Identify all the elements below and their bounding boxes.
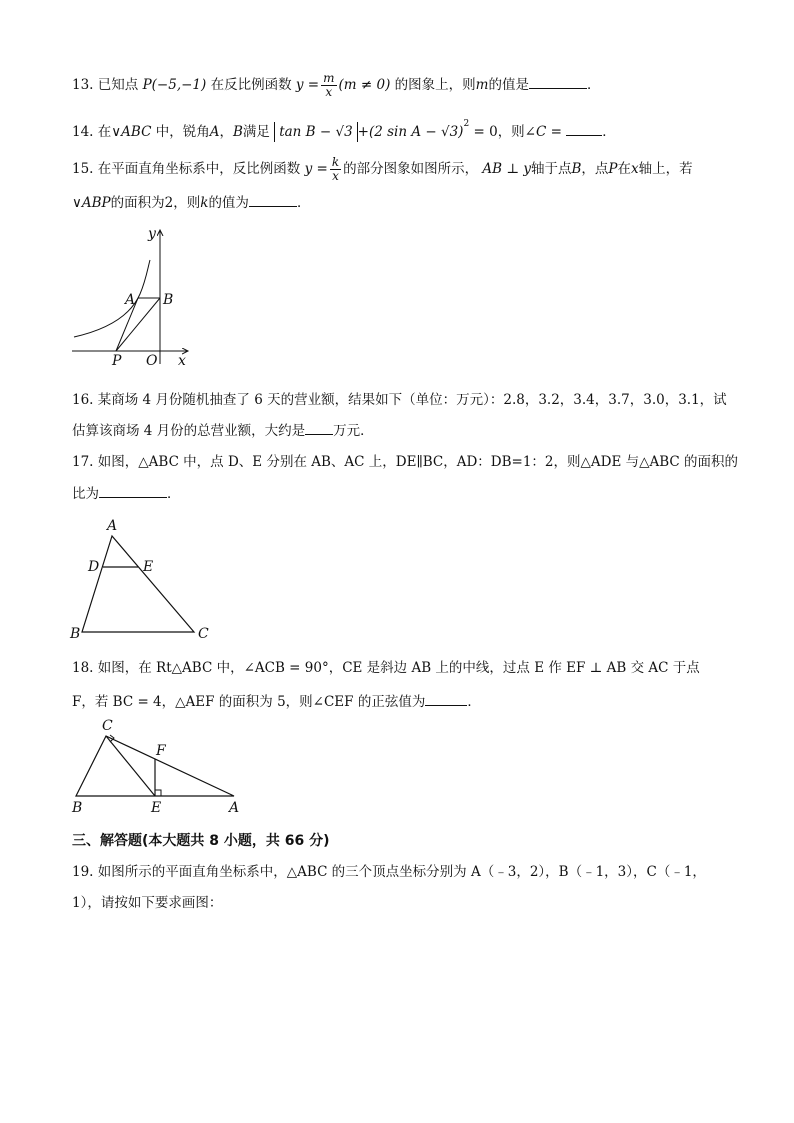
answer-blank[interactable] [99,483,167,498]
q13-fraction [321,72,336,99]
label-a: A [107,518,118,534]
question-18 [72,658,700,678]
q13-text: 在反比例函数 [210,77,292,93]
q13-text: 的图象上，则 [394,77,476,93]
label-b: B [70,626,81,642]
frac-numerator: m [323,71,335,85]
question-17-line2: 比为 ． [72,483,181,504]
q15-text: 的值为 [208,195,249,211]
q14-sep: ， [219,124,233,140]
label-f: F [156,743,166,759]
segment-ce [106,736,155,796]
q14-abs-expression: tan B − √3 [274,122,357,142]
q15-number: 15. [72,161,94,177]
q13-func: y = [295,77,320,93]
q15-text: ，则 [173,195,201,211]
q19-text: 1），请按如下要求画图： [72,895,223,911]
q14-text: 满足 [242,124,270,140]
question-19-line2 [72,893,222,913]
q15-text: 在 [617,161,631,177]
question-14: 14. 在∨ABC 中，锐角A，B满足 tan B − √3 +(2 sin A − √3)$^2$ = 0，则∠C = ． [72,119,616,140]
segment-pb [116,298,160,351]
q13-text: 的值是 [488,77,529,93]
frac-numerator: k [331,155,340,169]
q15-text: ∨ [72,195,82,211]
q18-text: F，若 BC = 4，△AEF 的面积为 5，则∠CEF 的正弦值为 [72,694,426,710]
answer-blank[interactable] [566,121,602,136]
q15-text: 的面积为 [110,195,165,211]
q14-number: 14. [72,124,94,140]
q15-triangle: ABP [81,195,111,211]
frac-denominator: x [325,85,333,99]
q15-text: 的部分图象如图所示， [343,161,479,177]
q14-exponent: 2 [463,119,470,129]
q14-eq: = 0 [473,124,498,140]
q13-condition: (m ≠ 0) [338,77,391,93]
q13-number: 13. [72,77,94,93]
triangle-abc [82,536,194,632]
q14-text: 中，锐角 [155,124,210,140]
q15-x: x [630,161,639,177]
label-d: D [88,559,100,575]
label-b: B [163,292,174,308]
q14-text: ，则∠ [497,124,536,140]
q13-text: 已知点 [97,77,139,93]
label-c: C [198,626,209,642]
q18-text: 18. 如图，在 Rt△ABC 中，∠ACB = 90°，CE 是斜边 AB 上的中线，过点 E 作 EF ⊥ AB 交 AC 于点 [72,660,700,676]
q13-point: P(−5,−1) [142,77,207,93]
label-e: E [143,559,154,575]
q14-angle-a: A [209,124,220,140]
q15-text: 在平面直角坐标系中，反比例函数 [97,161,301,177]
q15-value: 2 [164,195,174,211]
q15-point-p: P [608,161,618,177]
label-a: A [125,292,136,308]
answer-blank[interactable] [305,420,333,435]
right-angle-mark-e [155,790,161,796]
label-b: B [72,800,83,816]
label-o: O [146,353,158,369]
q15-text: 轴上，若 [638,161,693,177]
figure-18-triangle [66,716,246,816]
q15-k: k [200,195,209,211]
q15-text: 轴于点 [530,161,572,177]
question-16-line2 [72,420,374,441]
q14-angle-c: C [536,124,547,140]
q14-angle-b: B [232,124,243,140]
label-a: A [229,800,240,816]
answer-blank[interactable] [425,691,467,706]
q17-text: 17. 如图，△ABC 中，点 D、E 分别在 AB、AC 上，DE∥BC，AD：DB=1：2，则△ADE 与△ABC 的面积的 [72,454,739,470]
question-15 [72,156,693,183]
q16-text: 16. 某商场 4 月份随机抽查了 6 天的营业额，结果如下（单位：万元）：2.8，3.2，3.4，3.7，3.0，3.1，试 [72,392,727,408]
label-e: E [151,800,162,816]
question-15-line2: ∨ABP的面积为2，则k的值为 ． [72,192,310,213]
q16-text: 估算该商场 4 月份的总营业额，大约是 [72,423,306,439]
q19-text: 19. 如图所示的平面直角坐标系中，△ABC 的三个顶点坐标分别为 A（﹣3，2），B（﹣1，3），C（﹣1， [72,864,706,880]
figure-15-graph [60,222,210,372]
label-x: x [178,353,186,369]
q14-plus: + [357,124,369,140]
answer-blank[interactable] [249,192,297,207]
question-13: 13. 已知点 P(−5,−1) 在反比例函数 y = $\frac{m}{x}$ (m ≠ 0) 的图象上，则m的值是 ． [72,71,601,99]
q16-text: 万元． [333,423,374,439]
frac-denominator: x [332,169,339,183]
label-y: y [148,226,156,242]
q15-perp: AB ⊥ y [482,161,531,177]
question-18-line2: F，若 BC = 4，△AEF 的面积为 5，则∠CEF 的正弦值为 ． [72,691,481,712]
label-c: C [102,718,113,734]
question-16 [72,390,727,410]
question-19 [72,862,706,882]
q15-fraction [330,156,341,183]
figure-17-triangle [66,512,216,642]
label-p: P [112,353,122,369]
answer-blank[interactable] [529,74,587,89]
question-17 [72,452,738,472]
q14-triangle: ABC [121,124,152,140]
q14-square-expression: (2 sin A − √3) [368,124,464,140]
q15-func: y = [304,161,328,177]
q15-point-b: B [571,161,582,177]
section-heading: 三、解答题(本大题共 8 小题，共 66 分) [72,833,330,849]
q13-variable: m [475,77,489,93]
q14-eq: = [546,124,567,140]
q14-text: 在∨ [97,124,122,140]
q17-text: 比为 [72,486,99,502]
q15-text: ，点 [581,161,609,177]
